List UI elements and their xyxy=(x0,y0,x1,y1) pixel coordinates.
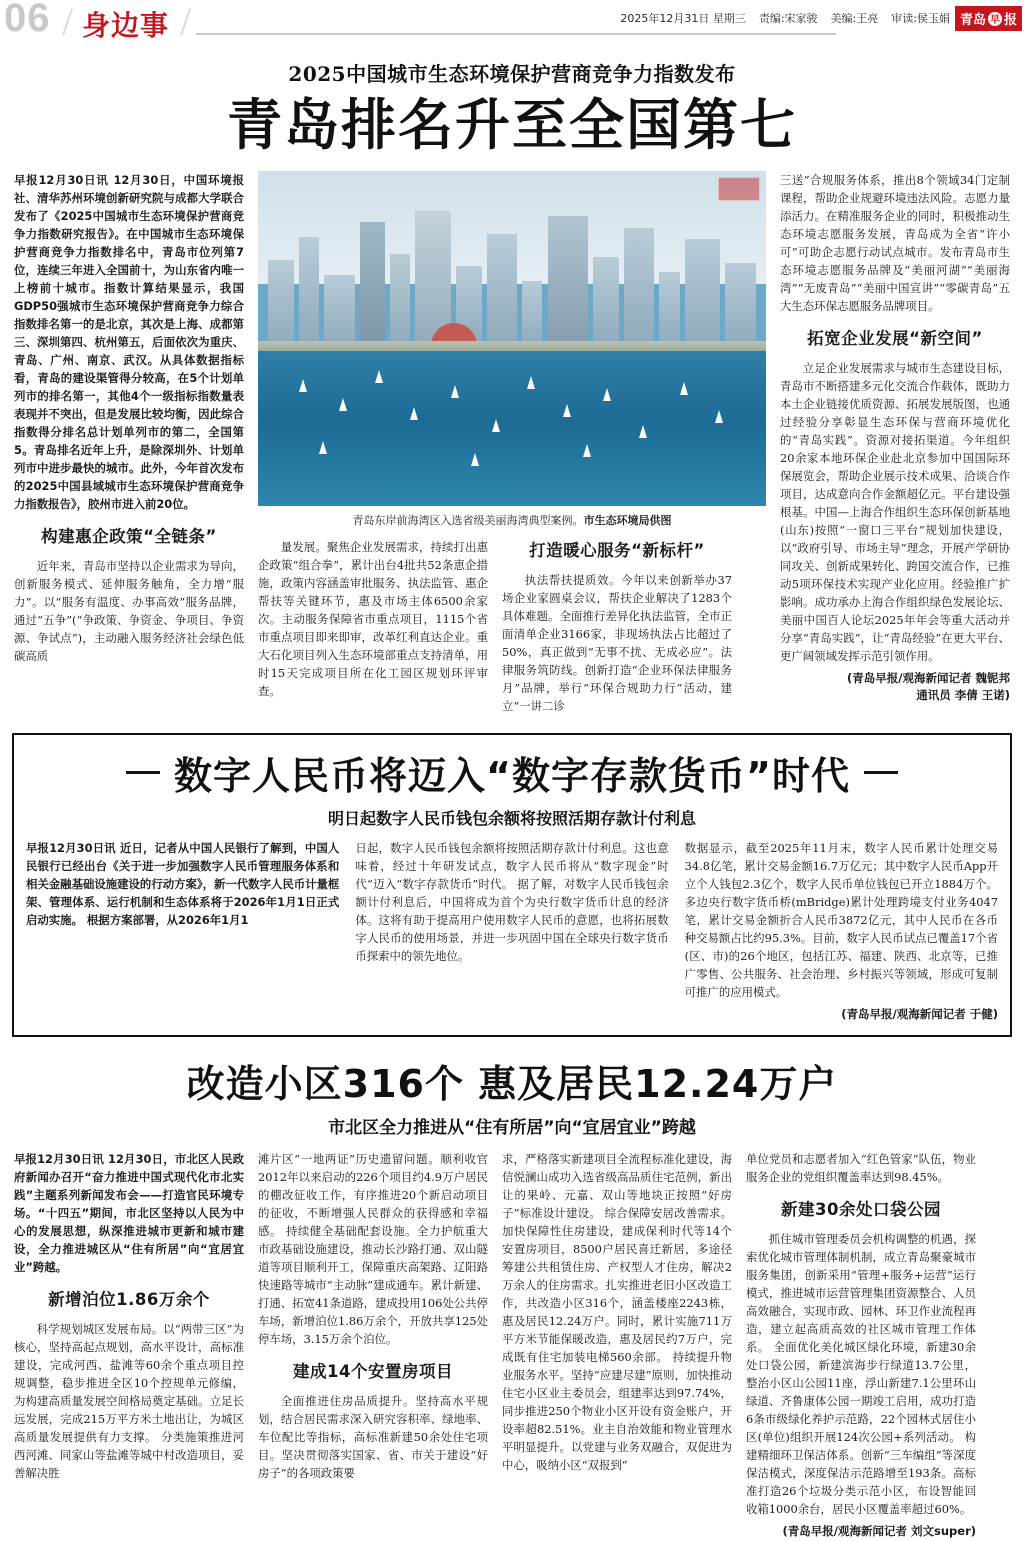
article3-col3-para1: 求，严格落实新建项目全流程标准化建设，海信悦澜山成功入选省级高品质住宅范例，新出让的果岭、元嘉、双山等地块正按照“好房子”标准设计建设。 综合保障安居改善需求。加快保障性住房建设，建成保利时代等14个安置房项目，8500户居民喜迁新居，多途径筹建公共租赁住房、产权型人才住房，解决2万余人的住房需求。扎实推进老旧小区改造工作，共改造小区316个，涵盖楼座2243栋，惠及居民12.24万户。同时，累计实施711万平方米节能保暖改造，惠及居民约7万户，完成既有住宅加装电梯560余部。 持续提升物业服务水平。坚持“应建尽建”原则，加快推动住宅小区业主委员会，组建率达到97.74%，同步推进250个物业小区开设有资金账户，开设率超82.51%。业主自治效能和物业管理水平明显提升。以党建与业务双融合，双促进为中心，吸纳小区“双报到” xyxy=(502,1152,732,1473)
article2-col2-text: 日起，数字人民币钱包余额将按照活期存款计付利息。这也意味着，经过十年研发试点，数字人民币将从“数字现金”时代“迈入“数字存款货币”时代。 据了解，对数字人民币钱包余额计付利息后，中国将成为首个为央行数字货币计息的经济体。这将有助于提高用户使用数字人民币的意愿，也将拓展数字人民币的使用场景，并进一步巩固中国在全球央行数字货币币探索中的领先地位。 xyxy=(355,840,669,963)
article1-col4-para1: 三送”合规服务体系，推出8个领域34门定制课程，帮助企业规避环境违法风险。志愿力量添活力。在精准服务企业的同时，积极推动生态环境志愿服务发展，青岛成为全省“许小可”可助企志愿行动试点城市。发布青岛市生态环境志愿服务品牌及“美丽河湖”“美丽海湾”“无废青岛”“美丽中国宣讲”“零碳青岛”五大生态环保志愿服务品牌项目。 xyxy=(780,172,1010,313)
article3-dateline: 早报12月30日讯 12月30日，市北区人民政府新闻办召开“奋力推进中国式现代化市北实践”主题系列新闻发布会——打造官民环境专场。“十四五”期间，市北区坚持以人民为中心的发展思想，纵深推进城市更新和城市建设，全力推进城区从“住有所居”向“宜居宜业”跨越。 xyxy=(14,1152,244,1275)
masthead-meta xyxy=(620,10,950,26)
article1-photo xyxy=(258,171,766,506)
article1-col4-para2: 立足企业发展需求与城市生态建设目标，青岛市不断搭建多元化交流合作载体，既助力本土企业链接优质资源、拓展发展版图，也通过经验分享彰显生态环保与营商环境优化的“青岛实践”。资源对接拓渠道。今年组织20余家本地环保企业赴北京参加中国国际环保展览会，帮助企业展示技术成果、洽谈合作项目，达成意向合作金额超亿元。平台建设强根基。中国—上海合作组织生态环保创新基地(山东)按照“一窗口三平台”规划加快建设，以“政府引导、市场主导”理念，开展产学研协同攻关、创新成果转化、跨国交流合作，已推动5项环保技术实现产业化应用。经验推广扩影响。成功承办上海合作组织绿色发展论坛、美丽中国百人论坛2025年年会等重大活动并分享“青岛实践”，让“青岛经验”在更大平台、更广阔领域发挥示范引领作用。 xyxy=(780,360,1010,664)
masthead xyxy=(0,0,1024,46)
article3-column-4 xyxy=(746,1150,976,1541)
article1-byline xyxy=(780,670,1010,705)
article2-column-1 xyxy=(26,839,339,1023)
article1-col1-para2: 近年来，青岛市坚持以企业需求为导向，创新服务模式、延伸服务触角，全力增“服力”。以“服务有温度、办事高效”服务品牌，通过“五争”(“争政策、争资金、争项目、争资源、争试点”)，主动融入服务经济社会绿色低碳高质 xyxy=(14,558,244,664)
article3-columns xyxy=(14,1150,1010,1541)
logo-text-left: 青岛 xyxy=(959,13,986,28)
proofreader-credit: 审读:侯玉娟 xyxy=(891,12,950,25)
photo-watermark xyxy=(718,177,760,201)
article1-photo-block xyxy=(258,171,766,717)
article3-subhead-1: 新增泊位1.86万余个 xyxy=(48,1290,210,1310)
article3-byline: (青岛早报/观海新闻记者 刘文super) xyxy=(782,1524,976,1539)
article2-columns xyxy=(26,839,998,1023)
masthead-rule xyxy=(196,33,836,35)
article1-byline-line1: (青岛早报/观海新闻记者 魏铌邦 xyxy=(847,671,1010,686)
article1-col3-para1: 执法帮扶提质效。今年以来创新举办37场企业家圆桌会议，帮扶企业解决了1283个具体难题。全面推行差异化执法监管，全市正面清单企业3166家，非现场执法占比超过了50%，真正做到“无事不扰、无成必应”。法律服务筑防线。创新打造“企业环保法律服务月”品牌，举行“环保合规助力行”活动，建立“一讲二诊 xyxy=(502,572,732,713)
headline-dash-left xyxy=(126,771,160,774)
page-number: 06 xyxy=(4,0,51,40)
photo-sea xyxy=(258,351,766,505)
article2-column-3 xyxy=(685,839,998,1023)
article3 xyxy=(0,1053,1024,1541)
article1-col2-para1: 量发展。聚焦企业发展需求，持续打出惠企政策“组合拳”，累计出台4批共52条恵企措施，政策内容涵盖审批服务、执法监管、惠企帮扶等关键环节，惠及市场主体6500余家次。主动服务保障省市重点项目，1115个省市重点项目即来即审，改革红利直达企业。重大石化项目列入生态环境部重点支持清单，用时15天完成项目所在化工园区规划环评审查。 xyxy=(258,539,488,698)
article3-subhead-3: 新建30余处口袋公园 xyxy=(781,1200,941,1220)
article1-column-1 xyxy=(14,171,244,717)
article3-col2-para2: 全面推进住房品质提升。坚持高水平规划，结合居民需求深入研究容积率、绿地率、车位配比等指标，高标准新建50余处住宅项目。坚决贯彻落实国家、省、市关于建设“好房子”的各项政策要 xyxy=(258,1394,488,1481)
article1-column-3 xyxy=(502,538,732,717)
headline-dash-right xyxy=(864,771,898,774)
article2-dateline: 早报12月30日讯 近日，记者从中国人民银行了解到，中国人民银行已经出台《关于进一步加强数字人民币管理服务体系和相关金融基础设施建设的行动方案》，新一代数字人民币计量框架、管理体系、运行机制和生态体系将于2026年1月1日正式启动实施。 根据方案部署，从2026年1月1 xyxy=(26,840,340,927)
article1-shoulder-headline: 2025中国城市生态环境保护营商竞争力指数发布 xyxy=(288,62,736,86)
editor-credit: 责编:宋家骏 xyxy=(758,12,818,25)
article3-col2-para1: 滩片区“一地两证”历史遗留问题。顺利收官2012年以来启动的226个项目约4.9万户居民的棚改征收工作，有序推进20个新启动项目的征收，不断增强人民群众的获得感和幸福感。 持续健全基础配套设施。全力护航重大市政基础设施建设，推动长沙路打通、双山隧道等项目顺利开工，保障重庆高架路、辽阳路快速路等城市“主动脉”建成通车。累计新建、打通、拓宽41条道路，建成投用106处公共停车场，新增泊位1.86万余个，开放共享125处停车场，3.15万余个泊位。 xyxy=(258,1152,488,1347)
masthead-slash-left: / xyxy=(62,0,74,44)
article1-column-4 xyxy=(780,171,1010,717)
article2-column-2 xyxy=(355,839,668,1023)
article3-subhead: 市北区全力推进从“住有所居”向“宜居宜业”跨越 xyxy=(328,1118,696,1139)
designer-credit: 美编:王亮 xyxy=(830,12,879,25)
article2-byline: (青岛早报/观海新闻记者 于健) xyxy=(841,1006,998,1021)
article2-col3-text: 数据显示，截至2025年11月末，数字人民币累计处理交易34.8亿笔，累计交易金额16.7万亿元；其中数字人民币App开立个人钱包2.3亿个，数字人民币单位钱包已开立1884万个。多边央行数字货币桥(mBridge)累计处理跨境支付业务4047笔，累计交易金额折合人民币3872亿元，其中人民币在各币种交易额占比约95.3%。目前，数字人民币试点已覆盖17个省(区、市)的26个地区，包括江苏、福建、陕西、北京等，已推广零售、公共服务、社会治理、乡村振兴等领域，形成可复制可推广的应用模式。 xyxy=(684,840,998,999)
article1-subhead-2: 打造暖心服务“新标杆” xyxy=(529,540,705,560)
article1-dateline: 早报12月30日讯 12月30日，中国环境报社、清华苏州环境创新研究院与成都大学联合发布了《2025中国城市生态环境保护营商竞争力指数研究报告》。在中国城市生态环境保护营商竞争力指数排名中，青岛市位列第7位，连续三年进入全国前十，为山东省内唯一上榜前十城市。指数计算结果显示，我国GDP50强城市生态环境保护营商竞争力综合指数排名第一的是北京，其次是上海、成都第三、深圳第四、杭州第五，后面依次为重庆、青岛、广州、南京、武汉。从具体数据指标看，青岛的建设渠管得分较高，在5个计划单列市的排名第一，其他4个一级指标指数量表表现并不突出，但是发展比较均衡，因此综合指数得分排名总计划单列市的第二，全国第5。青岛排名近年上升，是除深圳外、计划单列市中进步最快的城市。此外，今年首次发布的2025中国县域城市生态环境保护营商竞争力指数报告》，胶州市进入前20位。 xyxy=(14,172,244,511)
article3-headline: 改造小区316个 惠及居民12.24万户 xyxy=(186,1062,838,1107)
article3-col1-para2: 科学规划城区发展布局。以“两带三区”为核心，坚持高起点规划，高水平设计，高标准建设，完成河西、盐滩等60余个重点项目控规调整，稳步推进全区10个控规单元修编，为构建高质量发展空间格局奠定基础。立足长远发展，完成215万平方米土地出让，为城区高质量发展提供有力支撑。 分类施策推进河西河滩、同家山等盐滩等城中村改造项目，妥善解决胜 xyxy=(14,1322,244,1481)
article3-subhead-2: 建成14个安置房项目 xyxy=(293,1362,453,1382)
article3-column-3 xyxy=(502,1150,732,1541)
article2-headline-row xyxy=(26,745,998,800)
logo-mark-icon: 早 xyxy=(988,12,1002,26)
article1-column-2 xyxy=(258,538,488,717)
article2 xyxy=(12,733,1012,1037)
article3-column-2 xyxy=(258,1150,488,1541)
article3-col4-para1: 单位党员和志愿者加入“红色管家”队伍，物业服务企业的党组织覆盖率达到98.45%。 xyxy=(746,1152,976,1185)
publication-date: 2025年12月31日 星期三 xyxy=(620,12,746,25)
article3-column-1 xyxy=(14,1150,244,1541)
caption-credit: 市生态环境局供图 xyxy=(583,513,672,527)
article1-body xyxy=(0,171,1024,717)
photo-skyline xyxy=(258,204,766,351)
article1-headline: 青岛排名升至全国第七 xyxy=(226,93,797,157)
article1-photo-caption xyxy=(258,512,766,528)
article2-headline: 数字人民币将迈入“数字存款货币”时代 xyxy=(174,753,850,798)
caption-text: 青岛东岸前海湾区入选省级美丽海湾典型案例。 xyxy=(352,513,584,527)
article1-byline-line2: 通讯员 李倩 王诺) xyxy=(916,688,1010,703)
publication-logo xyxy=(955,6,1022,31)
article1-subhead-3: 拓宽企业发展“新空间” xyxy=(807,328,983,348)
article1-subhead-1: 构建惠企政策“全链条” xyxy=(41,526,217,546)
article3-col4-para2: 抓住城市管理委员会机构调整的机遇，探索优化城市管理体制机制，成立青岛聚豪城市服务集团，创新采用“管理+服务+运营”运行模式，推进城市运营管理集团资源整合、人员高效融合，实现市政、园林、环卫作业流程再造，建立起高质高效的社区城市管理工作体系。 全面优化美化城区绿化环境，新建30余处口袋公园，新建滨海步行绿道13.7公里，整治小区山公园11座，浮山新建7.1公里环山绿道、齐鲁康体公园一期竣工启用，成功打造6条市级绿化养护示范路，22个园林式居住小区(单位)组织开展124次公园+系列活动。 构建精细环卫保洁体系。创新“三车编组”等深度保洁模式，深度保洁示范路增至193条。高标准打造26个垃圾分类示范小区，布设智能回收箱1000余台，居民小区覆盖率超过60%。 xyxy=(746,1232,976,1517)
section-title: 身边事 xyxy=(82,9,170,42)
masthead-slash-right: / xyxy=(180,0,192,44)
logo-text-right: 报 xyxy=(1003,13,1017,28)
article2-subhead: 明日起数字人民币钱包余额将按照活期存款计付利息 xyxy=(327,808,696,828)
